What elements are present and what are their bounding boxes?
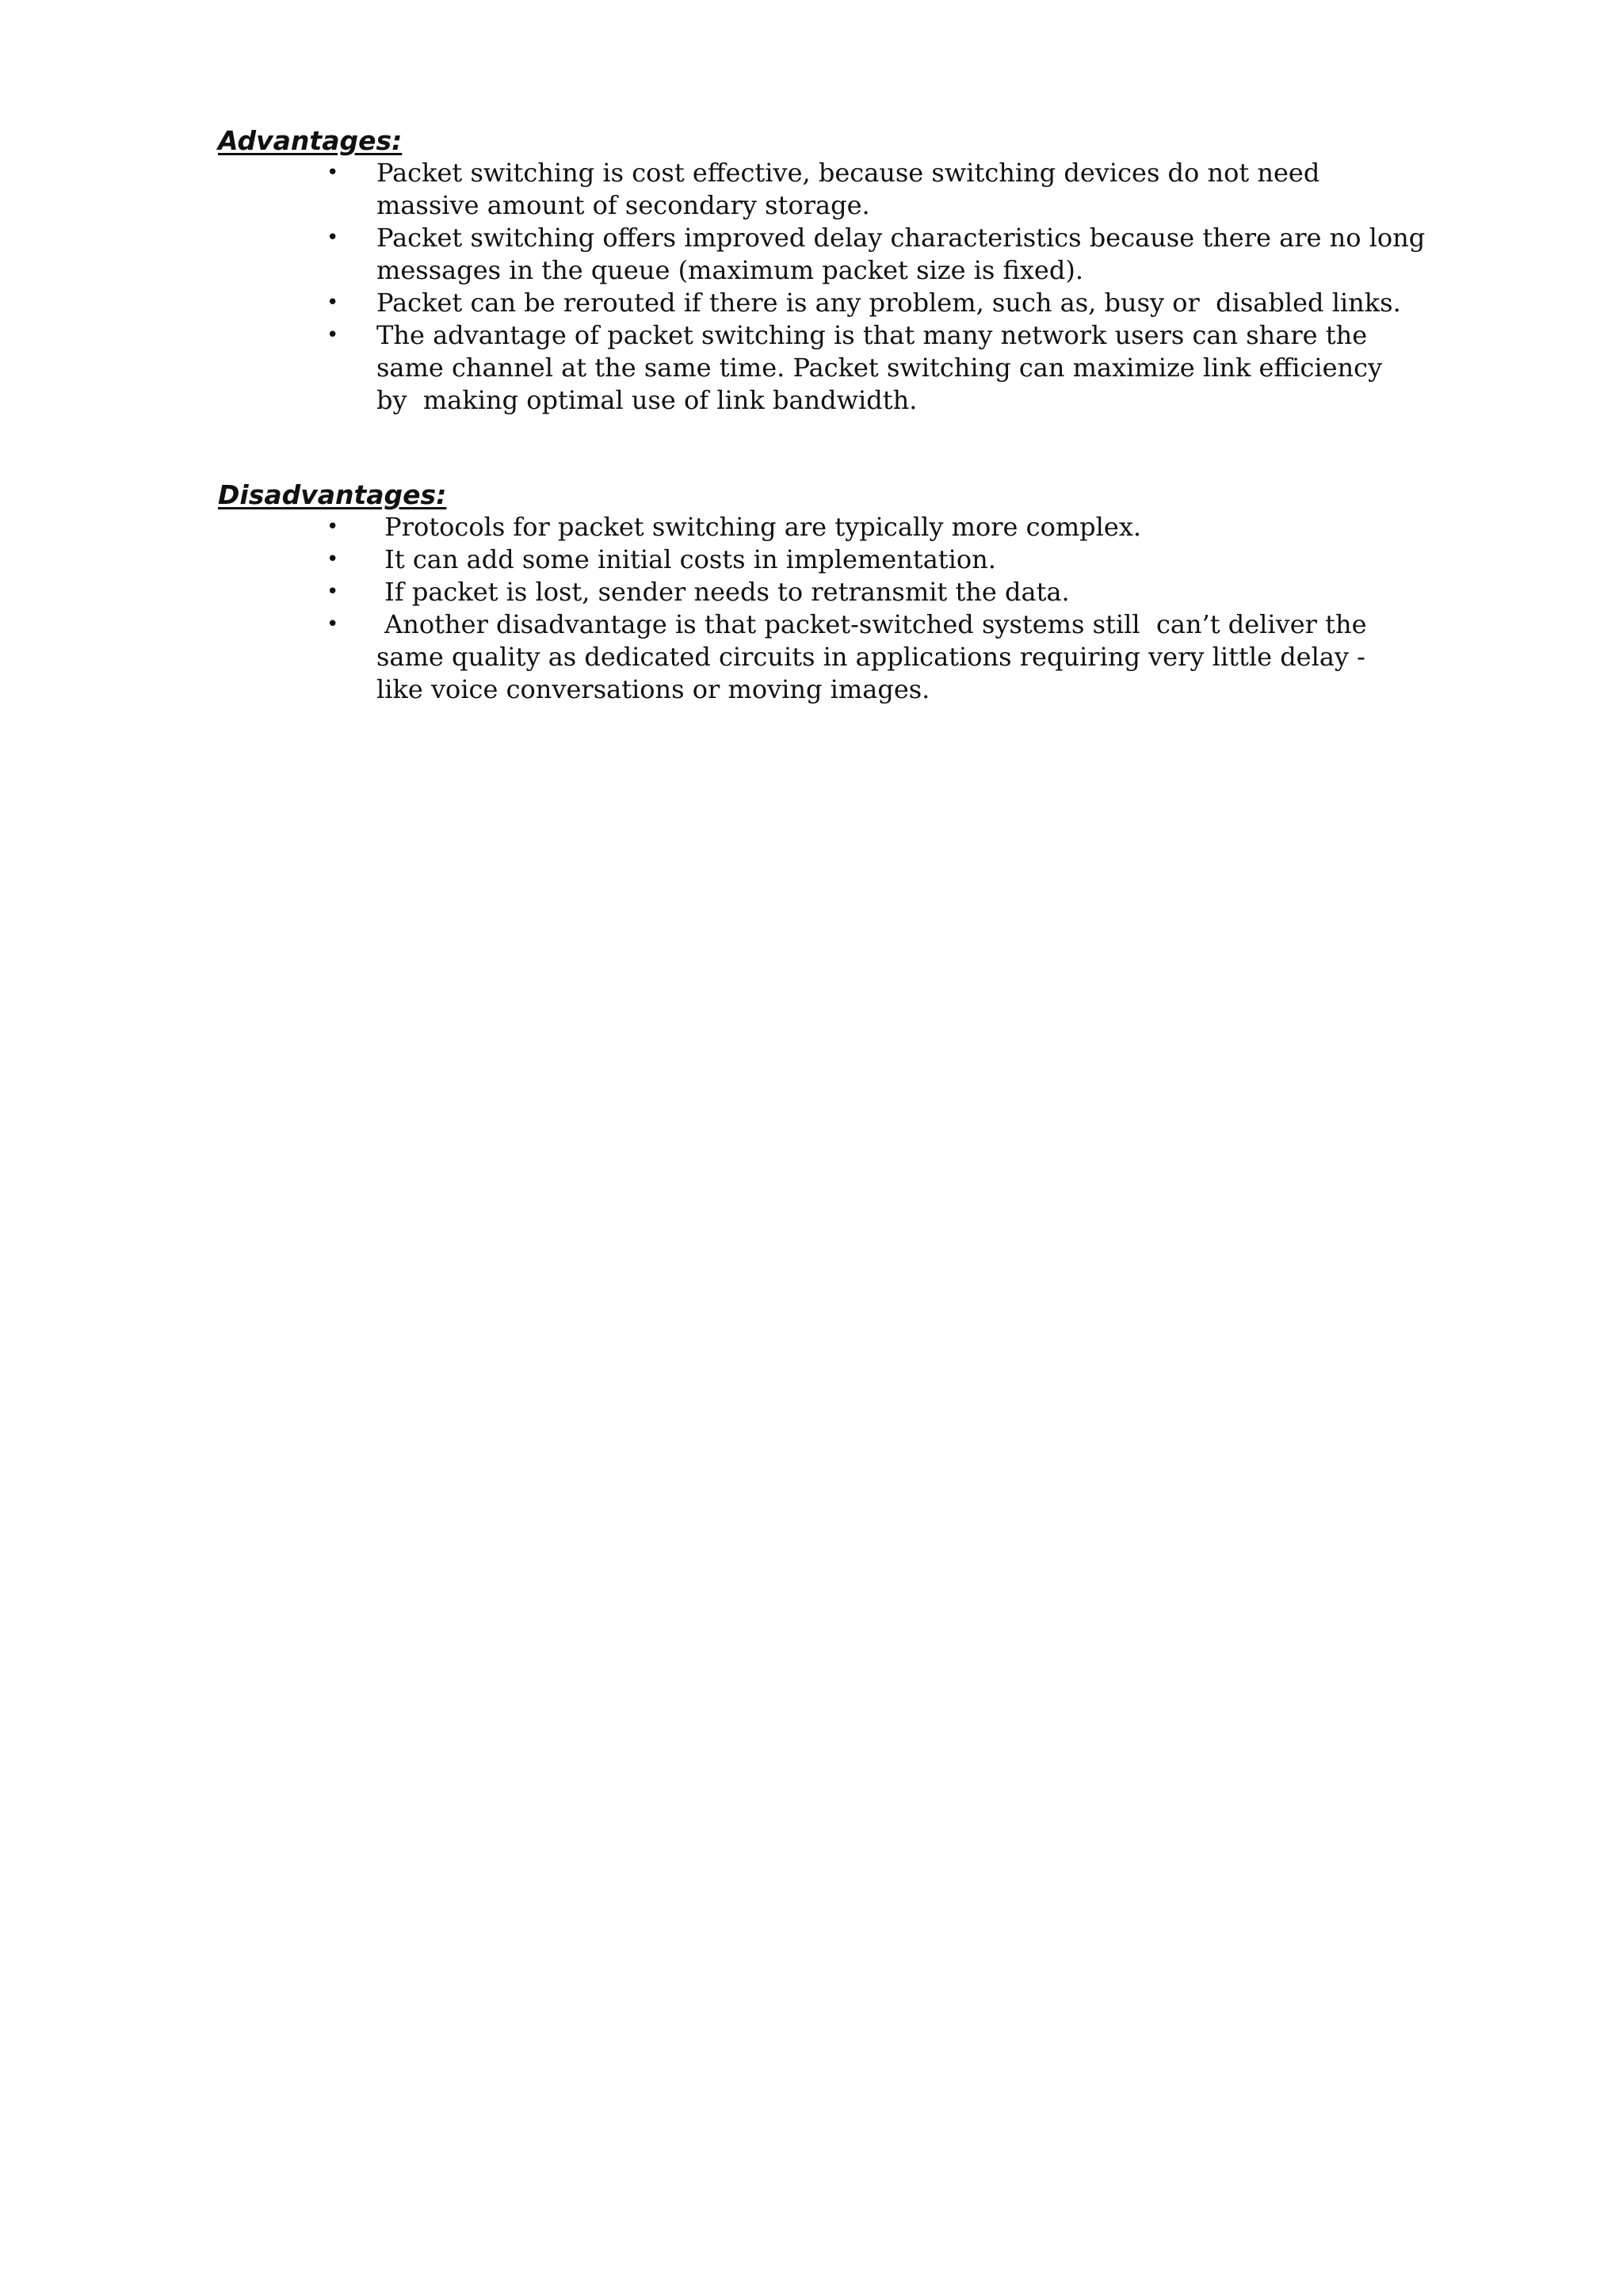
disadvantage-item-line: Protocols for packet switching are typically more complex. — [376, 512, 1142, 542]
disadvantage-item — [218, 608, 1470, 706]
advantage-item-line: Packet switching offers improved delay characteristics because there are no long — [376, 223, 1426, 253]
advantage-item-line: massive amount of secondary storage. — [376, 190, 870, 220]
advantage-item-line: Packet switching is cost effective, because switching devices do not need — [376, 158, 1320, 188]
disadvantage-item-line: like voice conversations or moving images. — [376, 674, 930, 704]
advantage-item-line: The advantage of packet switching is that many network users can share the — [376, 320, 1368, 350]
disadvantage-item — [218, 543, 1470, 576]
bullet-dot-icon: • — [327, 161, 339, 185]
bullet-dot-icon: • — [327, 612, 339, 636]
advantage-item-line: same channel at the same time. Packet switching can maximize link efficiency — [376, 353, 1383, 383]
advantage-item-line: messages in the queue (maximum packet size is fixed). — [376, 255, 1083, 285]
bullet-dot-icon: • — [327, 515, 339, 539]
bullet-dot-icon: • — [327, 291, 339, 315]
advantage-item — [218, 222, 1470, 287]
advantage-item — [218, 319, 1470, 417]
advantages-list — [218, 157, 1470, 417]
disadvantage-item — [218, 511, 1470, 543]
disadvantage-item-line: same quality as dedicated circuits in applications requiring very little delay - — [376, 642, 1365, 672]
disadvantage-item-line: If packet is lost, sender needs to retransmit the data. — [376, 577, 1070, 607]
advantage-item-line: by making optimal use of link bandwidth. — [376, 385, 918, 415]
disadvantages-heading: Disadvantages: — [218, 479, 447, 510]
disadvantages-list — [218, 511, 1470, 706]
bullet-dot-icon: • — [327, 547, 339, 571]
bullet-dot-icon: • — [327, 226, 339, 250]
disadvantage-item-line: Another disadvantage is that packet-switched systems still can’t deliver the — [376, 609, 1367, 639]
advantages-heading: Advantages: — [218, 125, 403, 156]
bullet-dot-icon: • — [327, 580, 339, 604]
advantage-item-line: Packet can be rerouted if there is any problem, such as, busy or disabled links. — [376, 288, 1401, 318]
bullet-dot-icon: • — [327, 323, 339, 347]
disadvantage-item-line: It can add some initial costs in implementation. — [376, 544, 996, 574]
disadvantage-item — [218, 576, 1470, 608]
advantages-section — [218, 125, 1470, 417]
advantage-item — [218, 157, 1470, 222]
disadvantages-section — [218, 479, 1470, 706]
advantage-item — [218, 287, 1470, 319]
